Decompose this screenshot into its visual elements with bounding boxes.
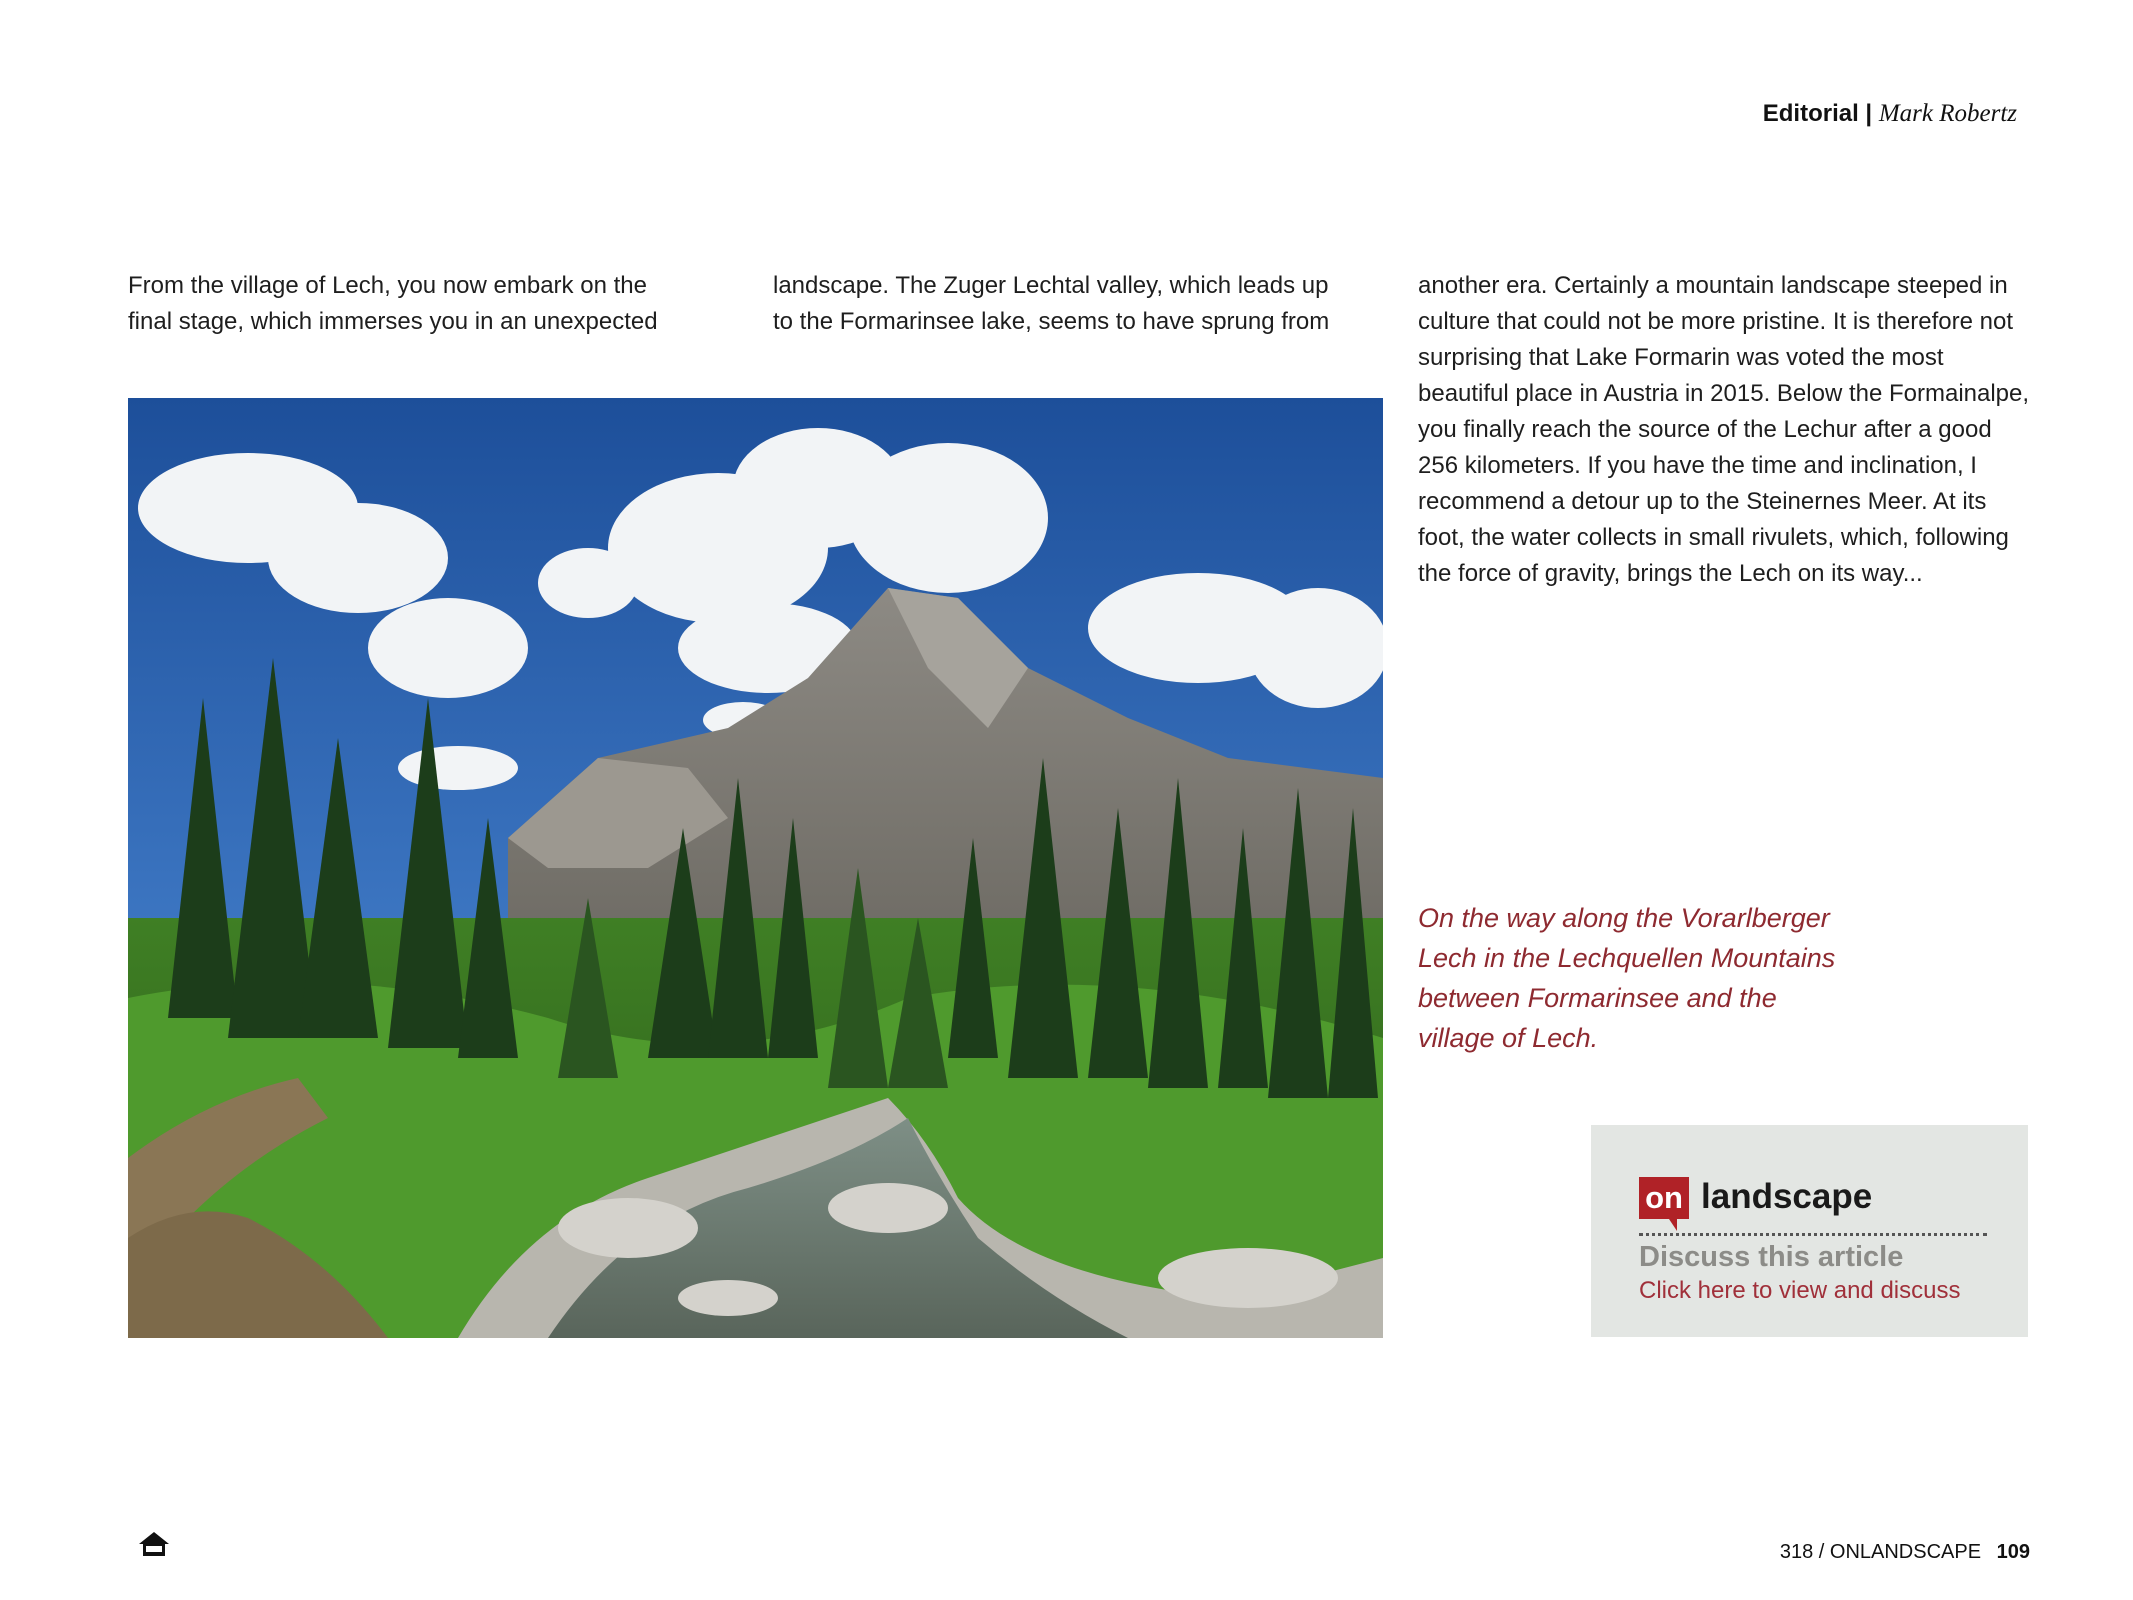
discuss-link[interactable]: Click here to view and discuss <box>1639 1277 1961 1304</box>
issue-label: 318 / ONLANDSCAPE <box>1779 1541 1982 1563</box>
logo-wordmark: landscape <box>1701 1177 1873 1216</box>
logo-on-badge: on <box>1639 1177 1689 1219</box>
mountain-stream-image <box>128 398 1383 1338</box>
logo-speech-tail <box>1669 1219 1677 1231</box>
header-author: Mark Robertz <box>1878 100 2017 127</box>
discuss-box[interactable] <box>1591 1125 2028 1337</box>
column-1-text: From the village of Lech, you now embark on the final stage, which immerses you in an unexpected <box>128 272 658 335</box>
text-column-1 <box>128 268 688 340</box>
discuss-title: Discuss this article <box>1639 1241 1904 1273</box>
page-footer <box>1780 1541 2030 1564</box>
dotted-divider <box>1639 1233 1987 1236</box>
text-column-3 <box>1418 268 2038 592</box>
onlandscape-logo <box>1639 1173 1999 1225</box>
column-3-text: another era. Certainly a mountain landscape steeped in culture that could not be more pristine. It is therefore not surprising that Lake Formarin was voted the most beautiful place in Austria in 2015. Below the Formainalpe, you finally reach the source of the Lechur after a good 256 kilometers. If you have the time and inclination, I recommend a detour up to the Steinernes Meer. At its foot, the water collects in small rivulets, which, following the force of gravity, brings the Lech on its way... <box>1418 272 2030 587</box>
text-column-2 <box>773 268 1353 340</box>
home-icon[interactable] <box>138 1530 170 1558</box>
page-number: 109 <box>1996 1541 2030 1563</box>
page-header <box>1763 100 2017 128</box>
header-section: Editorial | <box>1762 100 1873 127</box>
column-2-text: landscape. The Zuger Lechtal valley, which leads up to the Formarinsee lake, seems to have sprung from <box>773 272 1330 335</box>
photo-caption: On the way along the Vorarlberger Lech in the Lechquellen Mountains between Formarinsee and the village of Lech. <box>1418 903 1836 1053</box>
landscape-photo <box>128 398 1383 1338</box>
